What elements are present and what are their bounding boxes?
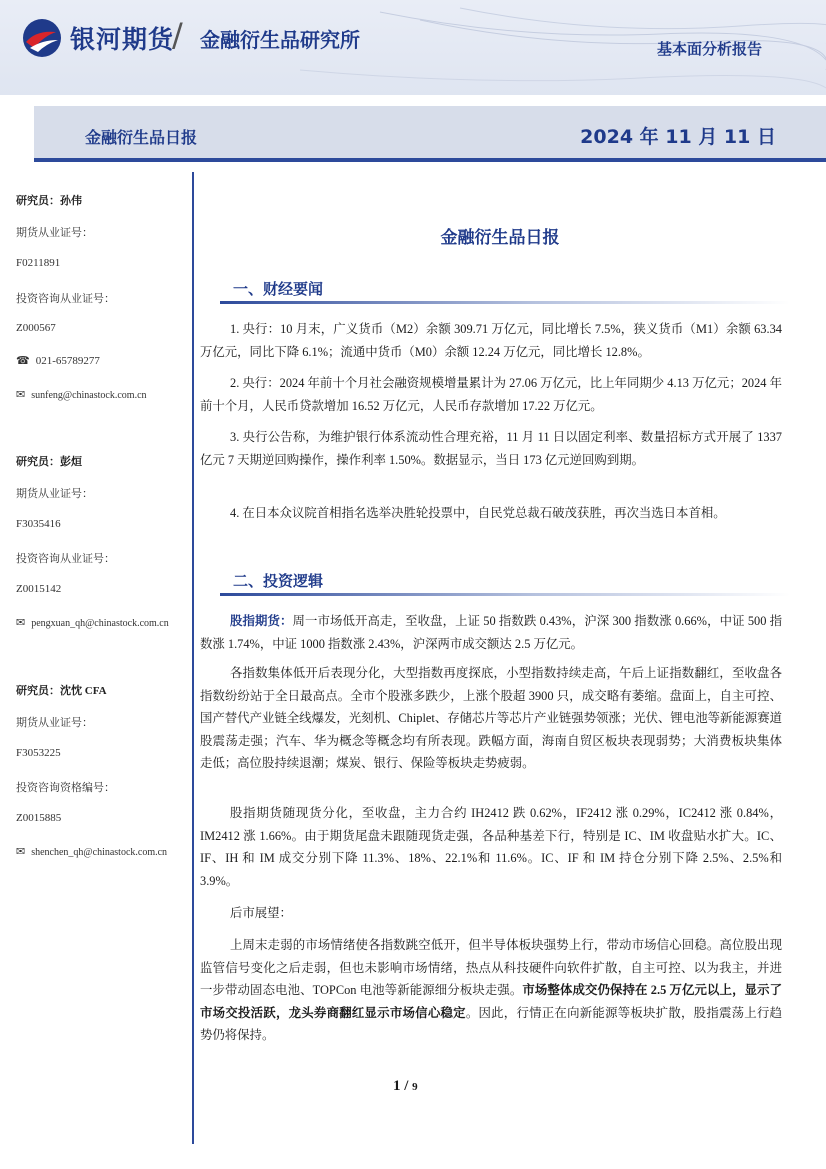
email-row: [16, 616, 169, 629]
paragraph-body: 周一市场低开高走，至收盘，上证 50 指数跌 0.43%，沪深 300 指数涨 0.66%，中证 500 指数涨 1.74%，中证 1000 指数涨 2.43%，沪深两市成交额达 2.5 万亿元。: [200, 614, 783, 651]
consult-label: 投资咨询从业证号：: [16, 553, 115, 565]
paragraph-body: 。因此，行情正在向新能源等板块扩散，股指震荡上行趋势仍将保持。: [200, 1005, 783, 1042]
license-label: 期货从业证号：: [16, 488, 93, 500]
mail-icon: ✉: [16, 388, 26, 401]
logic-paragraph: 股指期货随现货分化，至收盘，主力合约 IH2412 跌 0.62%，IF2412 涨 0.29%，IC2412 涨 0.84%，IM2412 涨 1.66%。由于期货尾盘未跟随现货走强，各品种基差下行，特别是 IC、IM 收盘贴水扩大。IC、IF、IH 和 IM 成交分别下降 11.3%、18%、22.1%和 11.6%。IC、IF 和 IM 持仓分别下降 2.5%、2.5%和 3.9%。: [200, 806, 782, 888]
consult-number: Z000567: [16, 322, 56, 334]
page-total: 9: [412, 1081, 418, 1093]
license-number: F0211891: [16, 257, 61, 269]
analyst-name: 研究员：孙伟: [16, 195, 82, 207]
galaxy-logo-icon: [22, 18, 62, 58]
email-link[interactable]: sunfeng@chinastock.com.cn: [31, 390, 147, 401]
consult-number: Z0015142: [16, 583, 62, 595]
logic-paragraph: [200, 934, 782, 1047]
consult-number: Z0015885: [16, 812, 62, 824]
institute-name: 金融衍生品研究所: [200, 28, 360, 52]
brand-separator: /: [172, 16, 183, 54]
page-current: 1: [393, 1078, 401, 1094]
report-title: 金融衍生品日报: [85, 128, 198, 147]
header-band: [0, 0, 826, 95]
title-bar-rule: [34, 158, 826, 162]
logic-paragraph: [200, 610, 782, 655]
report-date: 2024 年 11 月 11 日: [580, 126, 776, 148]
column-divider: [192, 172, 194, 1144]
page-separator: /: [404, 1078, 409, 1094]
license-label: 期货从业证号：: [16, 717, 93, 729]
news-paragraph: 4. 在日本众议院首相指名选举决胜轮投票中，自民党总裁石破茂获胜，再次当选日本首相。: [230, 506, 726, 520]
section-rule: [220, 593, 790, 596]
paragraph-lead: 股指期货：: [230, 614, 293, 628]
license-number: F3053225: [16, 747, 61, 759]
consult-label: 投资咨询资格编号：: [16, 782, 115, 794]
email-link[interactable]: pengxuan_qh@chinastock.com.cn: [31, 618, 169, 629]
section-rule: [220, 301, 790, 304]
paragraph-emphasis: 市场整体成交仍保持在 2.5 万亿元以上，显示了市场交投活跃，龙头券商翻红显示市场信心稳定: [200, 983, 783, 1020]
news-paragraph: 3. 央行公告称，为维护银行体系流动性合理充裕，11 月 11 日以固定利率、数量招标方式开展了 1337 亿元 7 天期逆回购操作，操作利率 1.50%。数据显示，当日 173 亿元逆回购到期。: [200, 430, 782, 467]
phone-icon: ☎: [16, 354, 30, 367]
email-row: [16, 845, 167, 858]
paragraph-body: 上周末走弱的市场情绪使各指数跳空低开，但半导体板块强势上行，带动市场信心回稳。高位股出现监管信号变化之后走弱，但也未影响市场情绪，热点从科技硬件向软件扩散，自主可控、以为我主，并进一步带动固态电池、TOPCon 电池等新能源细分板块走强。: [200, 938, 782, 997]
phone-number: 021-65789277: [35, 355, 100, 367]
mail-icon: ✉: [16, 845, 26, 858]
phone-row: [16, 354, 100, 367]
license-number: F3035416: [16, 518, 61, 530]
report-type: 基本面分析报告: [656, 40, 762, 58]
email-link[interactable]: shenchen_qh@chinastock.com.cn: [31, 847, 168, 858]
license-label: 期货从业证号：: [16, 227, 93, 239]
brand-name: 银河期货: [70, 25, 175, 54]
news-paragraph: 1. 央行：10 月末，广义货币（M2）余额 309.71 万亿元，同比增长 7.5%，狭义货币（M1）余额 63.34 万亿元，同比下降 6.1%；流通中货币（M0）余额 12.24 万亿元，同比增长 12.8%。: [200, 322, 782, 359]
section-heading-news: 一、财经要闻: [233, 280, 324, 298]
page-number: [393, 1078, 418, 1095]
document-title: 金融衍生品日报: [440, 228, 560, 248]
logic-paragraph: 后市展望：: [230, 906, 292, 920]
consult-label: 投资咨询从业证号：: [16, 293, 115, 305]
analyst-name: 研究员：彭烜: [16, 456, 82, 468]
news-paragraph: 2. 央行：2024 年前十个月社会融资规模增量累计为 27.06 万亿元，比上年同期少 4.13 万亿元；2024 年前十个月，人民币贷款增加 16.52 万亿元，人民币存款增加 17.22 万亿元。: [200, 376, 782, 413]
mail-icon: ✉: [16, 616, 26, 629]
email-row: [16, 388, 147, 401]
section-heading-logic: 二、投资逻辑: [233, 572, 324, 590]
analyst-name: 研究员：沈忱 CFA: [16, 685, 107, 697]
logic-paragraph: 各指数集体低开后表现分化，大型指数再度探底，小型指数持续走高，午后上证指数翻红，至收盘各指数纷纷站于全日最高点。全市个股涨多跌少，上涨个股超 3900 只，成交略有萎缩。盘面上，自主可控、国产替代产业链全线爆发，光刻机、Chiplet、存储芯片等芯片产业链强势领涨；光伏、锂电池等新能源赛道股震荡走强；汽车、华为概念等概念均有所表现。跌幅方面，海南自贸区板块表现弱势；大消费板块集体走低；高位股持续退潮；煤炭、银行、保险等板块走势疲弱。: [200, 666, 782, 770]
